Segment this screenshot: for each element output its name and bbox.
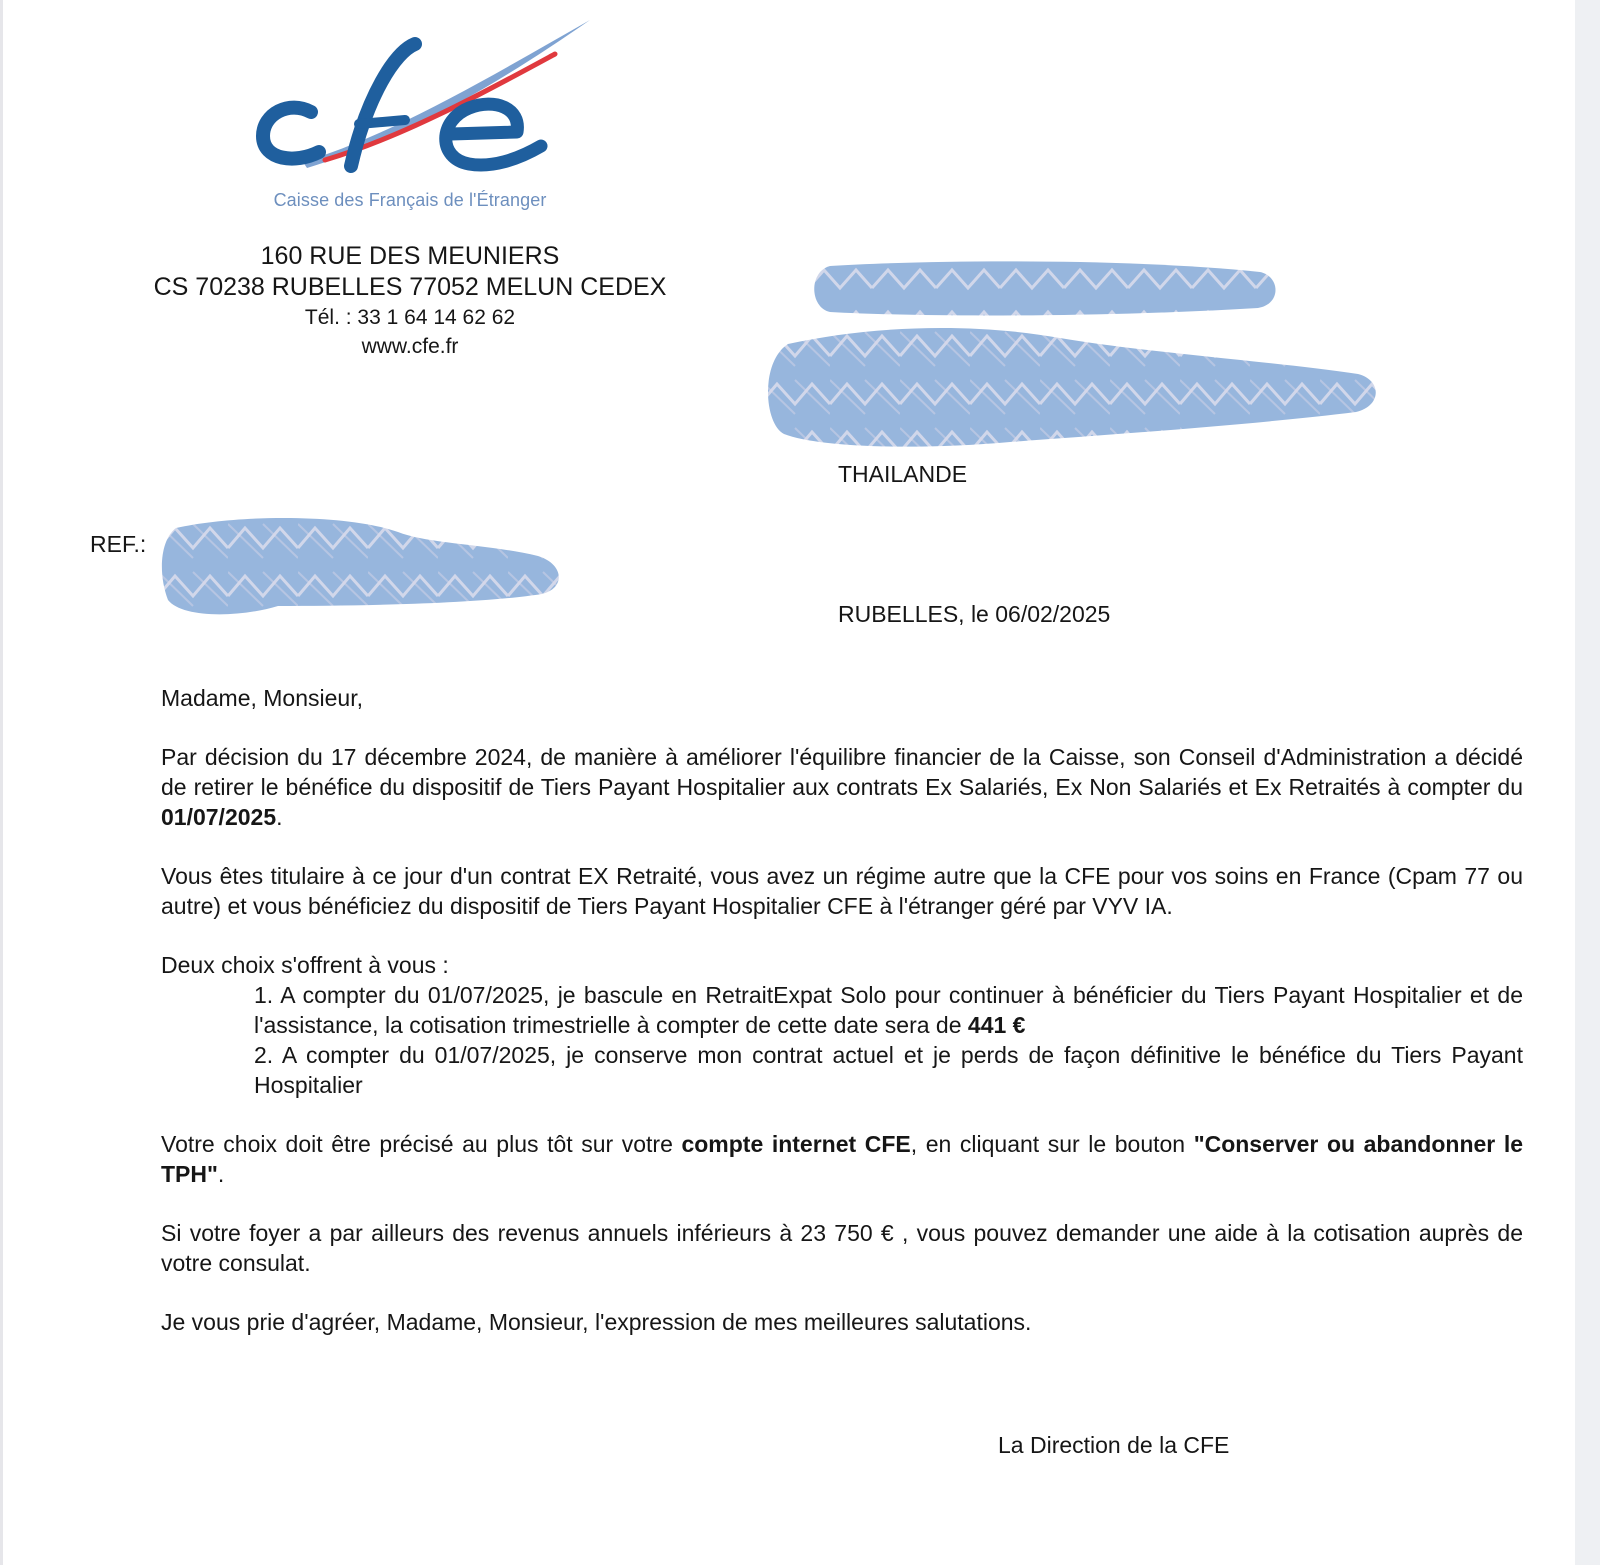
redacted-recipient-address xyxy=(760,322,1385,452)
decision-end: . xyxy=(276,804,283,830)
recipient-country: THAILANDE xyxy=(838,461,968,487)
letter-body xyxy=(161,683,1523,1337)
online-account: compte internet CFE xyxy=(681,1131,911,1157)
choice-1 xyxy=(161,980,1523,1040)
phone-number: Tél. : 33 1 64 14 62 62 xyxy=(304,306,516,329)
logo-tagline: Caisse des Français de l'Étranger xyxy=(273,190,547,210)
paragraph-instructions xyxy=(161,1129,1523,1189)
paragraph-aid: Si votre foyer a par ailleurs des revenus annuels inférieurs à 23 750 € , vous pouvez demander une aide à la cotisation auprès de votre consulat. xyxy=(161,1220,1523,1276)
website-link: www.cfe.fr xyxy=(361,335,459,358)
decision-text: Par décision du 17 décembre 2024, de manière à améliorer l'équilibre financier de la Caisse, son Conseil d'Administration a décidé de retirer le bénéfice du dispositif de Tiers Payant Hospitalier aux contrats Ex Salariés, Ex Non Salariés et Ex Retraités à compter du xyxy=(161,744,1523,800)
instructions-start: Votre choix doit être précisé au plus tôt sur votre xyxy=(161,1131,682,1157)
address-line-1: 160 RUE DES MEUNIERS xyxy=(260,242,560,270)
signature: La Direction de la CFE xyxy=(998,1432,1230,1458)
redacted-reference xyxy=(158,514,574,622)
choice-1-text: 1. A compter du 01/07/2025, je bascule en RetraitExpat Solo pour continuer à bénéficier du Tiers Payant Hospitalier et de l'assistance, la cotisation trimestrielle à compter de cette date sera de xyxy=(254,982,1523,1038)
choice-2: 2. A compter du 01/07/2025, je conserve mon contrat actuel et je perds de façon définitive le bénéfice du Tiers Payant Hospitalier xyxy=(254,1042,1523,1098)
paragraph-decision xyxy=(161,742,1523,832)
reference-label: REF.: xyxy=(90,531,147,557)
quarterly-amount: 441 € xyxy=(967,1012,1026,1038)
closing-formula: Je vous prie d'agréer, Madame, Monsieur, l'expression de mes meilleures salutations. xyxy=(161,1309,1032,1335)
paragraph-contract: Vous êtes titulaire à ce jour d'un contrat EX Retraité, vous avez un régime autre que la CFE pour vos soins en France (Cpam 77 ou autre) et vous bénéficiez du dispositif de Tiers Payant Hospitalier CFE à l'étranger géré par VYV IA. xyxy=(161,863,1523,919)
instructions-mid: , en cliquant sur le bouton xyxy=(910,1131,1194,1157)
choices-intro: Deux choix s'offrent à vous : xyxy=(161,952,449,978)
instructions-end: . xyxy=(217,1161,225,1187)
address-line-2: CS 70238 RUBELLES 77052 MELUN CEDEX xyxy=(153,273,667,301)
page-left-edge xyxy=(0,0,3,1565)
sender-address xyxy=(120,241,700,361)
redacted-recipient-name xyxy=(808,258,1283,320)
effective-date: 01/07/2025 xyxy=(161,804,277,830)
tph-button-name: "Conserver ou abandonner le TPH" xyxy=(161,1131,1524,1187)
cfe-logo xyxy=(255,14,595,204)
page-right-edge xyxy=(1575,0,1600,1565)
salutation: Madame, Monsieur, xyxy=(161,685,363,711)
place-and-date: RUBELLES, le 06/02/2025 xyxy=(838,601,1111,627)
